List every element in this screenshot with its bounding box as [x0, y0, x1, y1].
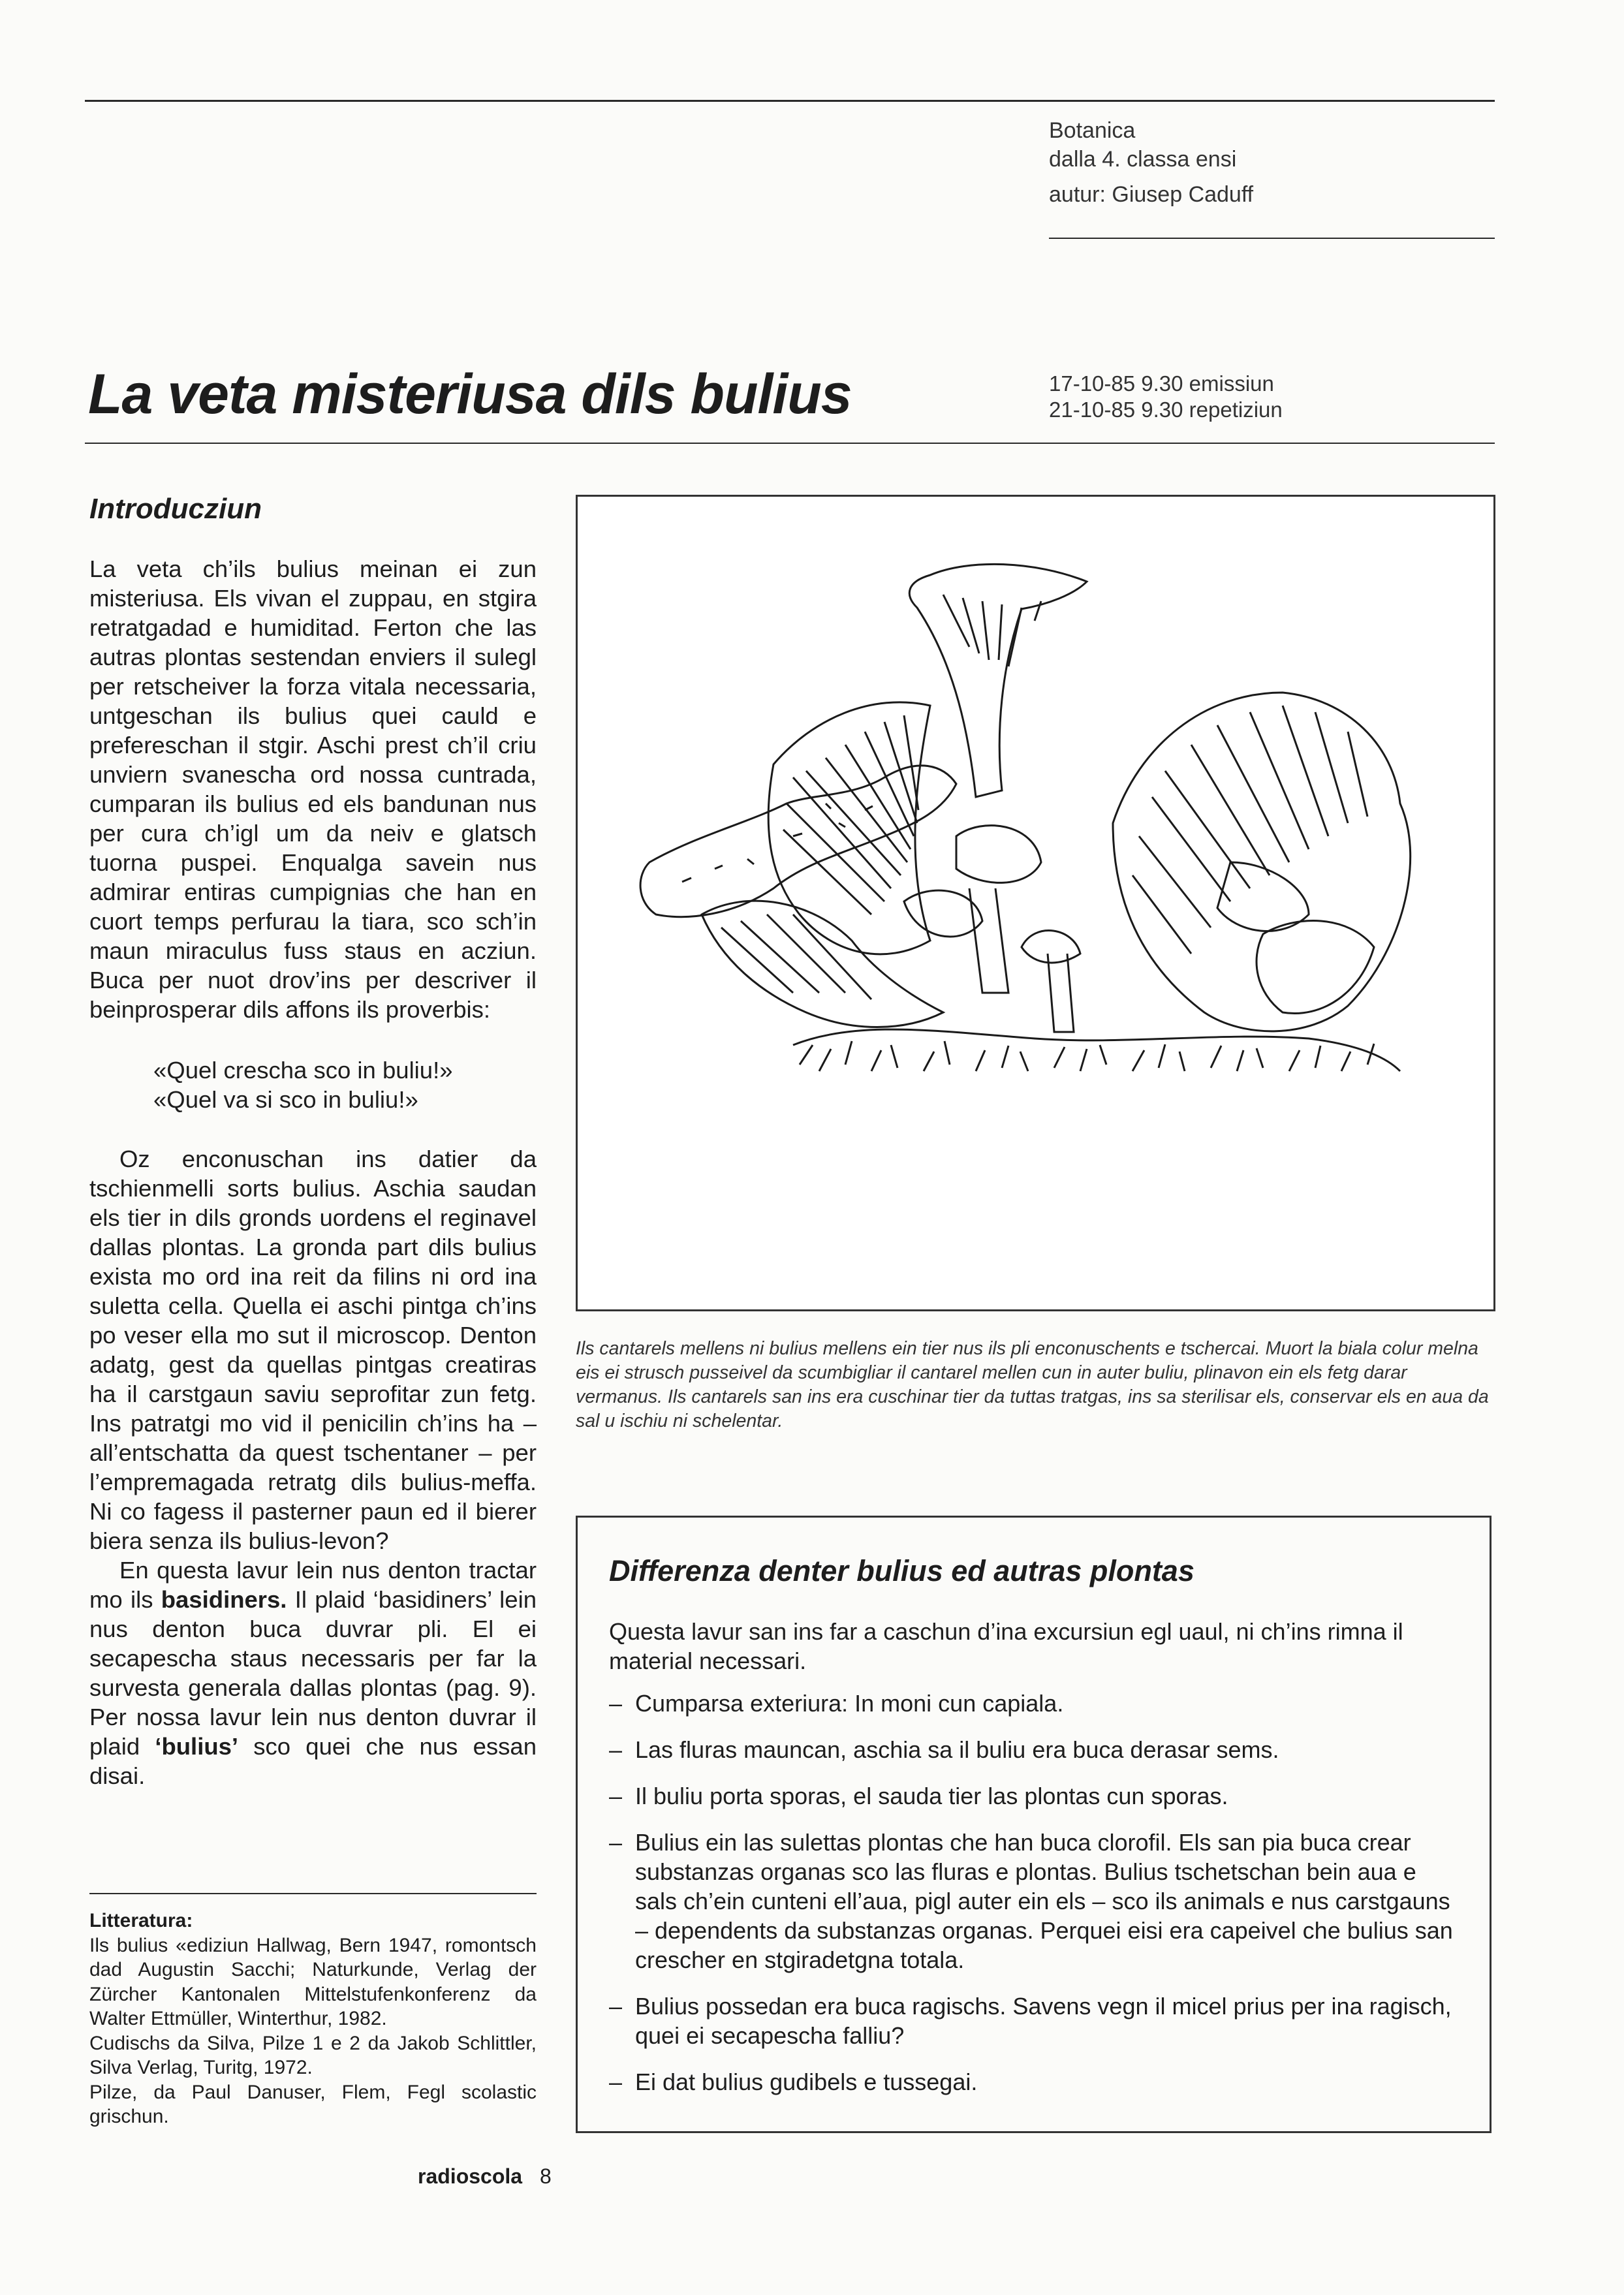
- page-title: La veta misteriusa dils bulius: [88, 363, 852, 426]
- proverb-1: «Quel crescha sco in buliu!»: [153, 1057, 453, 1084]
- broadcast-line-1: 17-10-85 9.30 emissiun: [1049, 371, 1274, 396]
- broadcast-dates: [1049, 371, 1283, 423]
- intro-paragraph-2: [89, 1144, 537, 1555]
- literature-entry-1: Ils bulius «ediziun Hallwag, Bern 1947, romontsch dad Augustin Sacchi; Naturkunde, Verlag der Zürcher Kantonalen Mittelstufenkonferenz da Walter Ettmüller, Winterthur, 1982.: [89, 1934, 537, 2029]
- list-item: [609, 2067, 1454, 2097]
- intro-paragraph-2-text: Oz enconuschan ins datier da tschienmelli sorts bulius. Aschia saudan els tier in dils gronds uordens el reginavel dallas plontas. La gronda part dils bulius exista mo ord ina reit da filins ni ord ina suletta cella. Quella ei aschi pintga ch’ins po veser ella mo sut il microscop. Denton adatg, gest da quellas pintgas creatiras ha il carstgaun saviu seprofitar zun fetg. Ins patratgi mo vid il penicilin ch’ins ha – all’entschatta da quest tschentaner – per l’empremagada retratg dils bulius-meffa. Ni co fagess il pasterner paun ed il bierer biera senza ils bulius-levon?: [89, 1146, 537, 1554]
- list-item-text: Cumparsa exteriura: In moni cun capiala.: [635, 1690, 1064, 1717]
- list-dash: –: [609, 1736, 623, 1763]
- proverbs: [89, 1055, 537, 1114]
- literature-heading: Litteratura:: [89, 1910, 193, 1931]
- list-dash: –: [609, 2069, 623, 2095]
- list-item: [609, 1689, 1454, 1718]
- para3-text-e: sco quei che nus essan disai.: [89, 1733, 537, 1789]
- intro-column: [89, 493, 537, 1790]
- header-meta-rule: [1049, 238, 1495, 239]
- literature-rule: [89, 1893, 537, 1894]
- para3-text-a: En questa lavur lein nus denton tractar mo ils: [89, 1557, 537, 1613]
- figure-caption: Ils cantarels mellens ni bulius mellens ein tier nus ils pli enconuschents e tschercai. Muort la biala colur melna eis ei strusch pusseivel da scumbigliar il cantarel mellen cun in auter buliu, plinavon ein els fetg darar vermanus. Ils cantarels san ins era cuschinar tier da tuttas tratgas, ins sa sterilisar els, conservar els en aua da sal u ischiu ni schelentar.: [576, 1338, 1489, 1431]
- para3-text-c: Il plaid ‘basidiners’ lein nus denton buca duvrar pli. El ei secapescha staus necessaris per far la survesta generala dallas plontas (pag. 9). Per nossa lavur lein nus denton duvrar il plaid: [89, 1586, 537, 1760]
- intro-paragraph-3: [89, 1555, 537, 1790]
- level-label: dalla 4. classa ensi: [1049, 147, 1237, 172]
- subject-label: Botanica: [1049, 118, 1136, 143]
- broadcast-line-2: 21-10-85 9.30 repetiziun: [1049, 398, 1283, 422]
- list-item-text: Bulius possedan era buca ragischs. Savens vegn il micel prius per ina ragisch, quei ei secapescha falliu?: [635, 1993, 1452, 2049]
- header-meta: [1049, 116, 1253, 209]
- differenza-box: [576, 1516, 1491, 2133]
- list-item: [609, 1828, 1454, 1975]
- top-rule: [85, 100, 1495, 102]
- intro-paragraph-1: La veta ch’ils bulius meinan ei zun misteriusa. Els vivan el zuppau, en stgira retratgadad e humiditad. Ferton che las autras plontas sestendan enviers il sulegl per retscheiver la forza vitala necessaria, untgeschan ils bulius quei cauld e prefereschan il stgir. Aschi prest ch’il criu unviern svanescha ord nossa cuntrada, cumparan ils bulius ed els bandunan nus per cura ch’igl um da neiv e glatsch tuorna puspei. Enqualga savein nus admirar entiras cumpignias che han en cuort temps perfurau la tiara, sco sch’in maun miraculus fuss staus en acziun. Buca per nuot drov’ins per descriver il beinprosperar dils affons ils proverbis:: [89, 555, 537, 1023]
- literature-entry-3: Pilze, da Paul Danuser, Flem, Fegl scolastic grischun.: [89, 2081, 537, 2127]
- title-rule: [85, 443, 1495, 444]
- differenza-list: [609, 1689, 1454, 2097]
- differenza-heading: Differenza denter bulius ed autras plontas: [609, 1554, 1195, 1587]
- list-item-text: Il buliu porta sporas, el sauda tier las plontas cun sporas.: [635, 1783, 1228, 1809]
- mushroom-illustration: [578, 497, 1493, 1309]
- list-dash: –: [609, 1829, 623, 1856]
- page-footer: [418, 2164, 552, 2189]
- list-item-text: Ei dat bulius gudibels e tussegai.: [635, 2069, 978, 2095]
- list-dash: –: [609, 1783, 623, 1809]
- literature-entry-2: Cudischs da Silva, Pilze 1 e 2 da Jakob Schlittler, Silva Verlag, Turitg, 1972.: [89, 2032, 537, 2078]
- list-item: [609, 1991, 1454, 2050]
- list-dash: –: [609, 1690, 623, 1717]
- intro-heading: Introducziun: [89, 493, 262, 525]
- proverb-2: «Quel va si sco in buliu!»: [153, 1086, 418, 1113]
- list-item: [609, 1781, 1454, 1811]
- list-item: [609, 1735, 1454, 1764]
- footer-brand: radioscola: [418, 2164, 523, 2188]
- list-item-text: Bulius ein las sulettas plontas che han buca clorofil. Els san pia buca crear substanzas organas sco las fluras e plontas. Bulius tschetschan bein aua e sals ch’ein cunteni ell’aua, pigl auter ein els – sco ils animals e nus carstgauns – dependents da substanzas organas. Perquei eisi era capeivel che bulius san crescher en stgiradetgna totala.: [635, 1829, 1453, 1973]
- footer-page-number: 8: [539, 2164, 552, 2188]
- list-dash: –: [609, 1993, 623, 2020]
- para3-bold-bulius: ‘bulius’: [155, 1733, 239, 1760]
- list-item-text: Las fluras mauncan, aschia sa il buliu era buca derasar sems.: [635, 1736, 1279, 1763]
- literature-section: [89, 1893, 537, 2129]
- mushroom-illustration-frame: [576, 495, 1495, 1311]
- author-label: autur: Giusep Caduff: [1049, 182, 1254, 207]
- para3-bold-basidiners: basidiners.: [161, 1586, 287, 1613]
- differenza-intro: Questa lavur san ins far a caschun d’ina excursiun egl uaul, ni ch’ins rimna il material necessari.: [609, 1618, 1403, 1674]
